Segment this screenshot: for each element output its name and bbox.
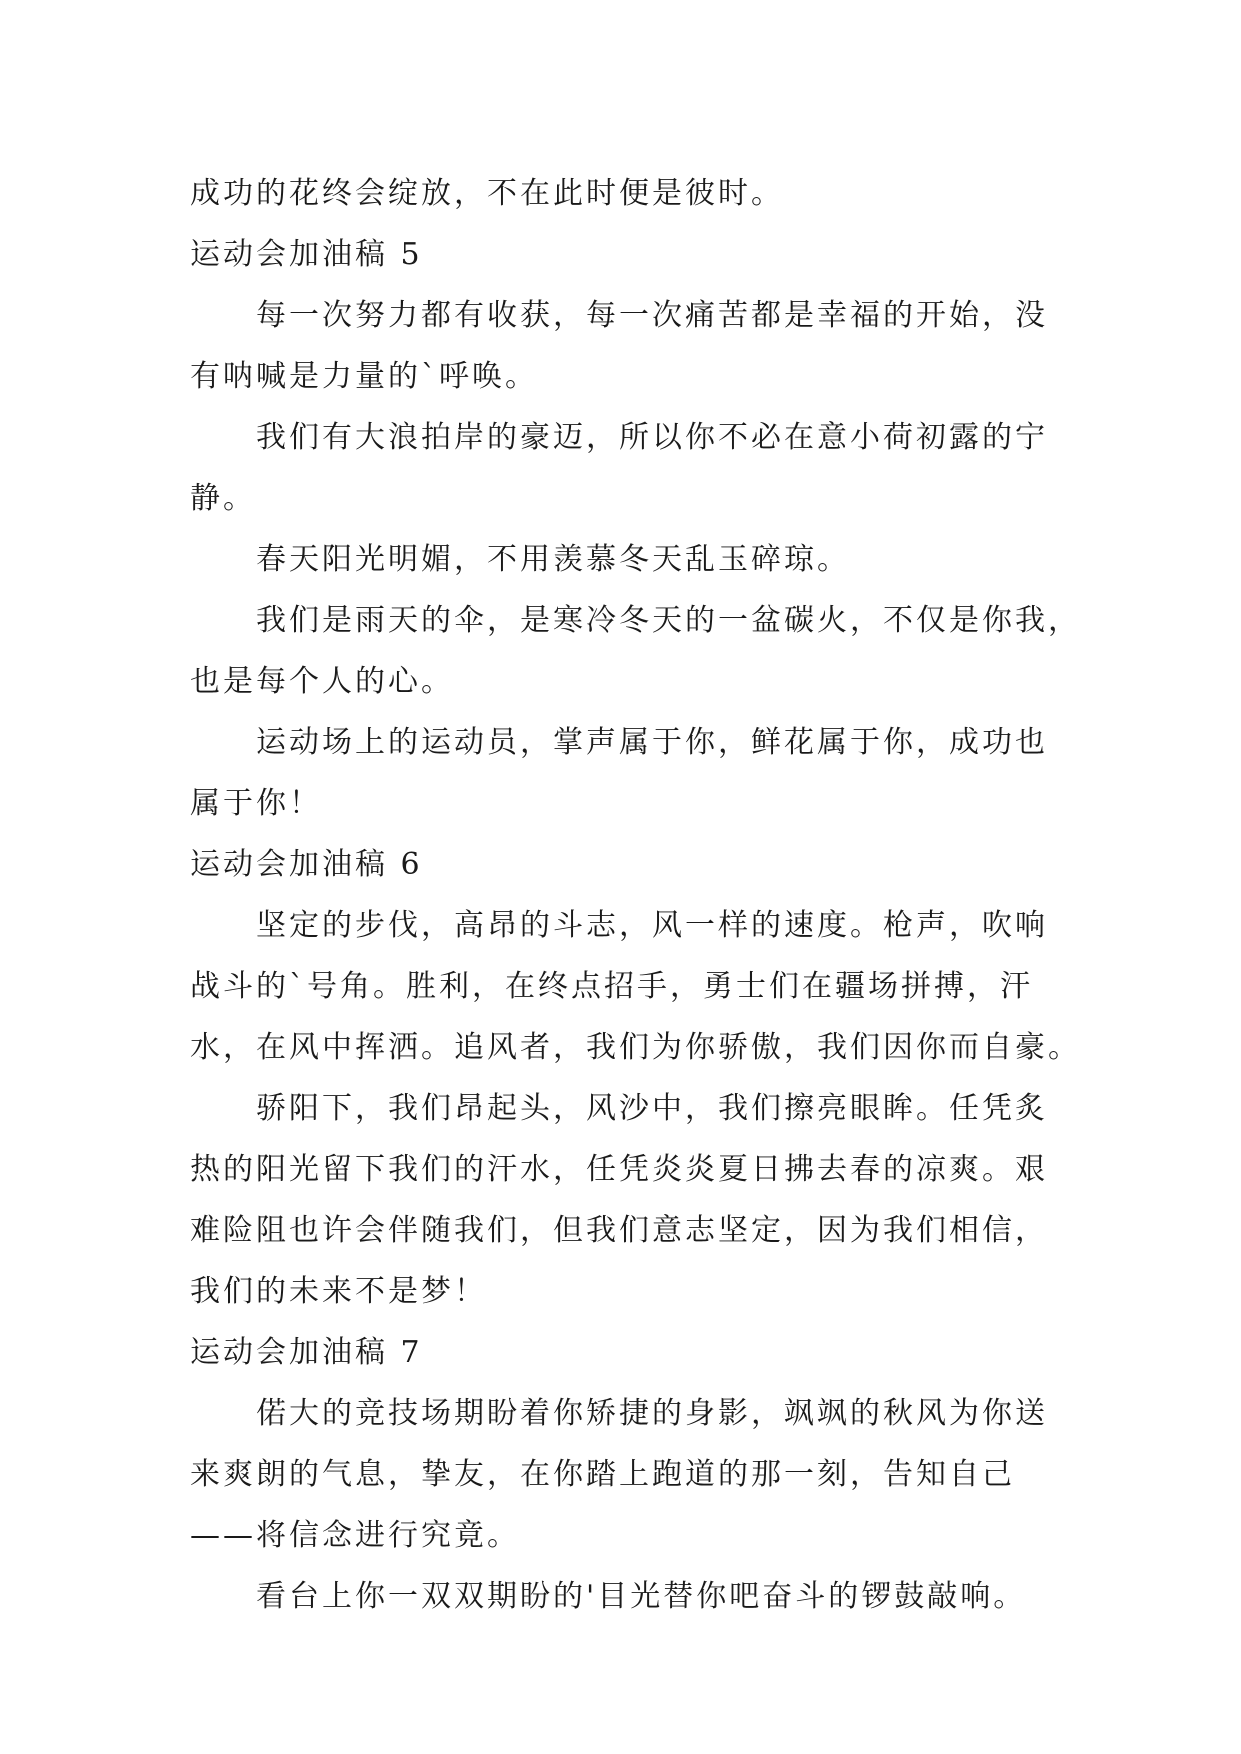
body-line: 成功的花终会绽放，不在此时便是彼时。 (190, 176, 784, 211)
body-line: 难险阻也许会伴随我们，但我们意志坚定，因为我们相信， (190, 1213, 1048, 1248)
body-line: 我们的未来不是梦！ (190, 1274, 487, 1309)
document-body (190, 163, 1081, 1627)
body-line: 坚定的步伐，高昂的斗志，风一样的速度。枪声，吹响 (256, 908, 1048, 943)
section-heading-7: 运动会加油稿 7 (190, 1335, 423, 1370)
body-line: 属于你！ (190, 786, 322, 821)
body-line: 我们是雨天的伞，是寒冷冬天的一盆碳火，不仅是你我， (256, 603, 1081, 638)
section-heading-5: 运动会加油稿 5 (190, 237, 423, 272)
body-line: 骄阳下，我们昂起头，风沙中，我们擦亮眼眸。任凭炙 (256, 1091, 1048, 1126)
body-line: 来爽朗的气息，挚友，在你踏上跑道的那一刻，告知自己 (190, 1457, 1015, 1492)
body-line: 运动场上的运动员，掌声属于你，鲜花属于你，成功也 (256, 725, 1048, 760)
body-line: 也是每个人的心。 (190, 664, 454, 699)
body-line: 看台上你一双双期盼的'目光替你吧奋斗的锣鼓敲响。 (256, 1579, 1027, 1614)
body-line: 水，在风中挥洒。追风者，我们为你骄傲，我们因你而自豪。 (190, 1030, 1081, 1065)
body-line: 偌大的竞技场期盼着你矫捷的身影，飒飒的秋风为你送 (256, 1396, 1048, 1431)
body-line: 我们有大浪拍岸的豪迈，所以你不必在意小荷初露的宁 (256, 420, 1048, 455)
section-heading-6: 运动会加油稿 6 (190, 847, 423, 882)
body-line: 战斗的`号角。胜利，在终点招手，勇士们在疆场拼搏，汗 (190, 969, 1033, 1004)
body-line: 有呐喊是力量的`呼唤。 (190, 359, 538, 394)
body-line: 春天阳光明媚，不用羡慕冬天乱玉碎琼。 (256, 542, 850, 577)
body-line: 热的阳光留下我们的汗水，任凭炎炎夏日拂去春的凉爽。艰 (190, 1152, 1048, 1187)
body-line: ——将信念进行究竟。 (190, 1518, 520, 1553)
body-line: 每一次努力都有收获，每一次痛苦都是幸福的开始，没 (256, 298, 1048, 333)
body-line: 静。 (190, 481, 256, 516)
